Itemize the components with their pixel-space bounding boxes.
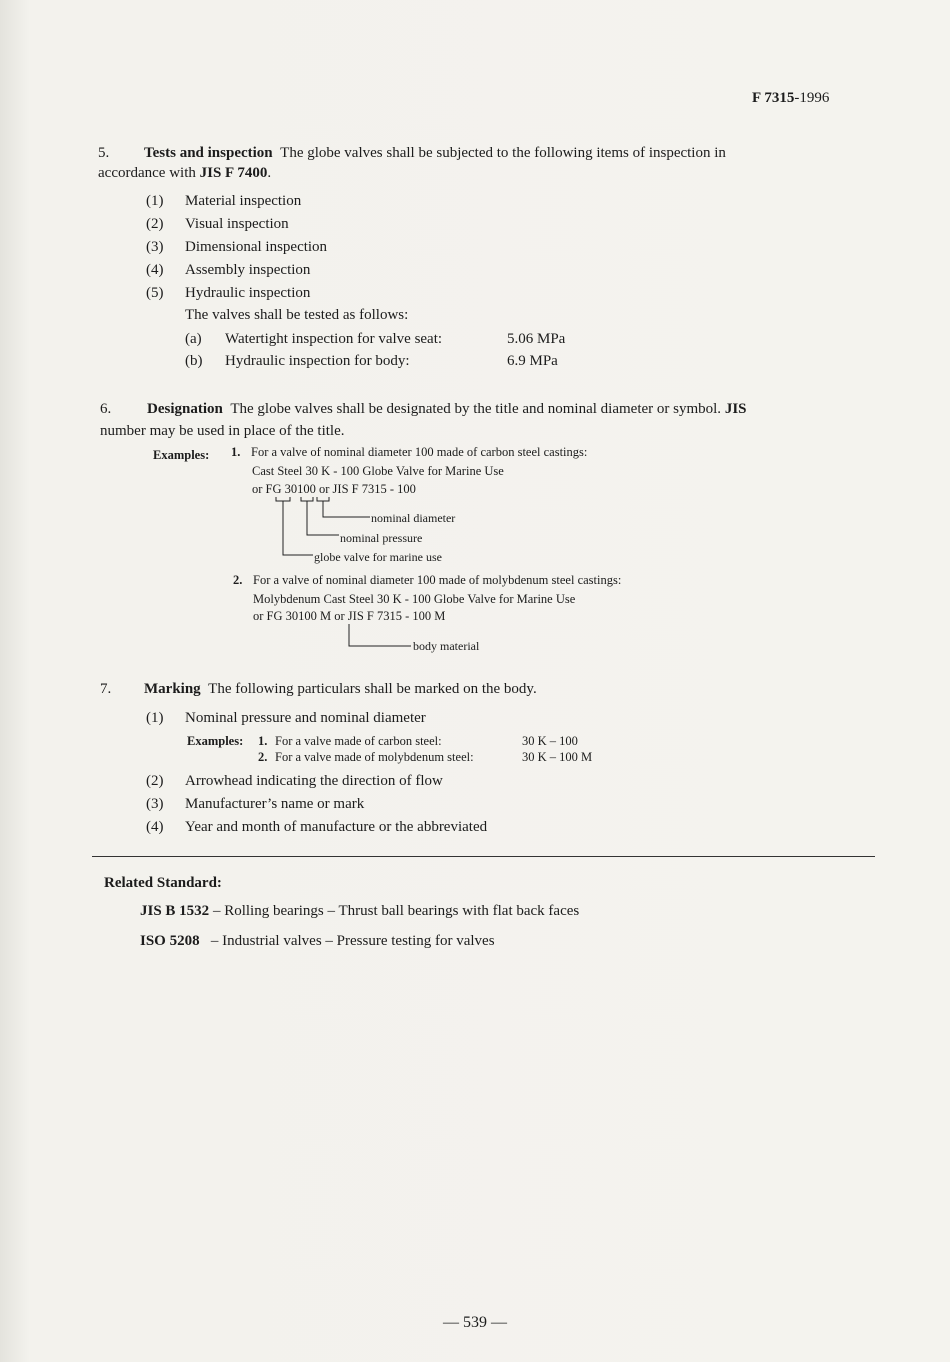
- marking-example: 2. For a valve made of molybdenum steel: 30 K – 100 M: [258, 750, 593, 764]
- related-standard-heading: Related Standard:: [104, 875, 222, 891]
- hydraulic-intro: The valves shall be tested as follows:: [185, 307, 409, 323]
- list-item: (1) Material inspection: [146, 193, 302, 209]
- example-1-or: or FG 30100 or JIS F 7315 - 100: [252, 482, 416, 496]
- standard-number: F 7315-1996: [752, 90, 830, 106]
- annotation-body-material: body material: [413, 639, 480, 653]
- list-item: (5) Hydraulic inspection: [146, 285, 311, 301]
- example-2-desc: 2. For a valve of nominal diameter 100 made of molybdenum steel castings:: [233, 573, 622, 587]
- related-standard-item: JIS B 1532 – Rolling bearings – Thrust ball bearings with flat back faces: [140, 903, 580, 919]
- section-5-intro-line2: accordance with JIS F 7400.: [98, 165, 272, 181]
- hydraulic-subitem: (b) Hydraulic inspection for body: 6.9 MPa: [185, 353, 558, 369]
- section-5-intro: 5. Tests and inspection The globe valves shall be subjected to the following items of inspection in: [98, 145, 726, 161]
- list-item: (2) Visual inspection: [146, 216, 289, 232]
- list-item: (3) Manufacturer’s name or mark: [146, 796, 365, 812]
- example-1-desc: 1. For a valve of nominal diameter 100 made of carbon steel castings:: [231, 445, 588, 459]
- annotation-nominal-pressure: nominal pressure: [340, 531, 423, 545]
- section-6-intro-line2: number may be used in place of the title.: [100, 423, 345, 439]
- related-standard-item: ISO 5208 – Industrial valves – Pressure testing for valves: [140, 933, 495, 949]
- list-item: (4) Year and month of manufacture or the abbreviated: [146, 819, 488, 835]
- hydraulic-subitem: (a) Watertight inspection for valve seat: 5.06 MPa: [185, 331, 566, 347]
- list-item: (1) Nominal pressure and nominal diameter: [146, 710, 426, 726]
- examples-label: Examples:: [153, 448, 210, 462]
- marking-examples-label: Examples:: [187, 734, 244, 748]
- annotation-nominal-diameter: nominal diameter: [371, 511, 456, 525]
- list-item: (4) Assembly inspection: [146, 262, 311, 278]
- list-item: (3) Dimensional inspection: [146, 239, 328, 255]
- example-2-title: Molybdenum Cast Steel 30 K - 100 Globe Valve for Marine Use: [253, 592, 576, 606]
- page-number: — 539 —: [443, 1314, 507, 1331]
- annotation-globe-valve: globe valve for marine use: [314, 550, 442, 564]
- marking-example: 1. For a valve made of carbon steel: 30 K – 100: [258, 734, 578, 748]
- divider: [92, 856, 875, 857]
- section-7-intro: 7. Marking The following particulars shall be marked on the body.: [100, 681, 537, 697]
- list-item: (2) Arrowhead indicating the direction of flow: [146, 773, 443, 789]
- section-6-intro: 6. Designation The globe valves shall be designated by the title and nominal diameter or symbol. JIS: [100, 401, 747, 417]
- example-1-title: Cast Steel 30 K - 100 Globe Valve for Marine Use: [252, 464, 504, 478]
- example-2-or: or FG 30100 M or JIS F 7315 - 100 M: [253, 609, 446, 623]
